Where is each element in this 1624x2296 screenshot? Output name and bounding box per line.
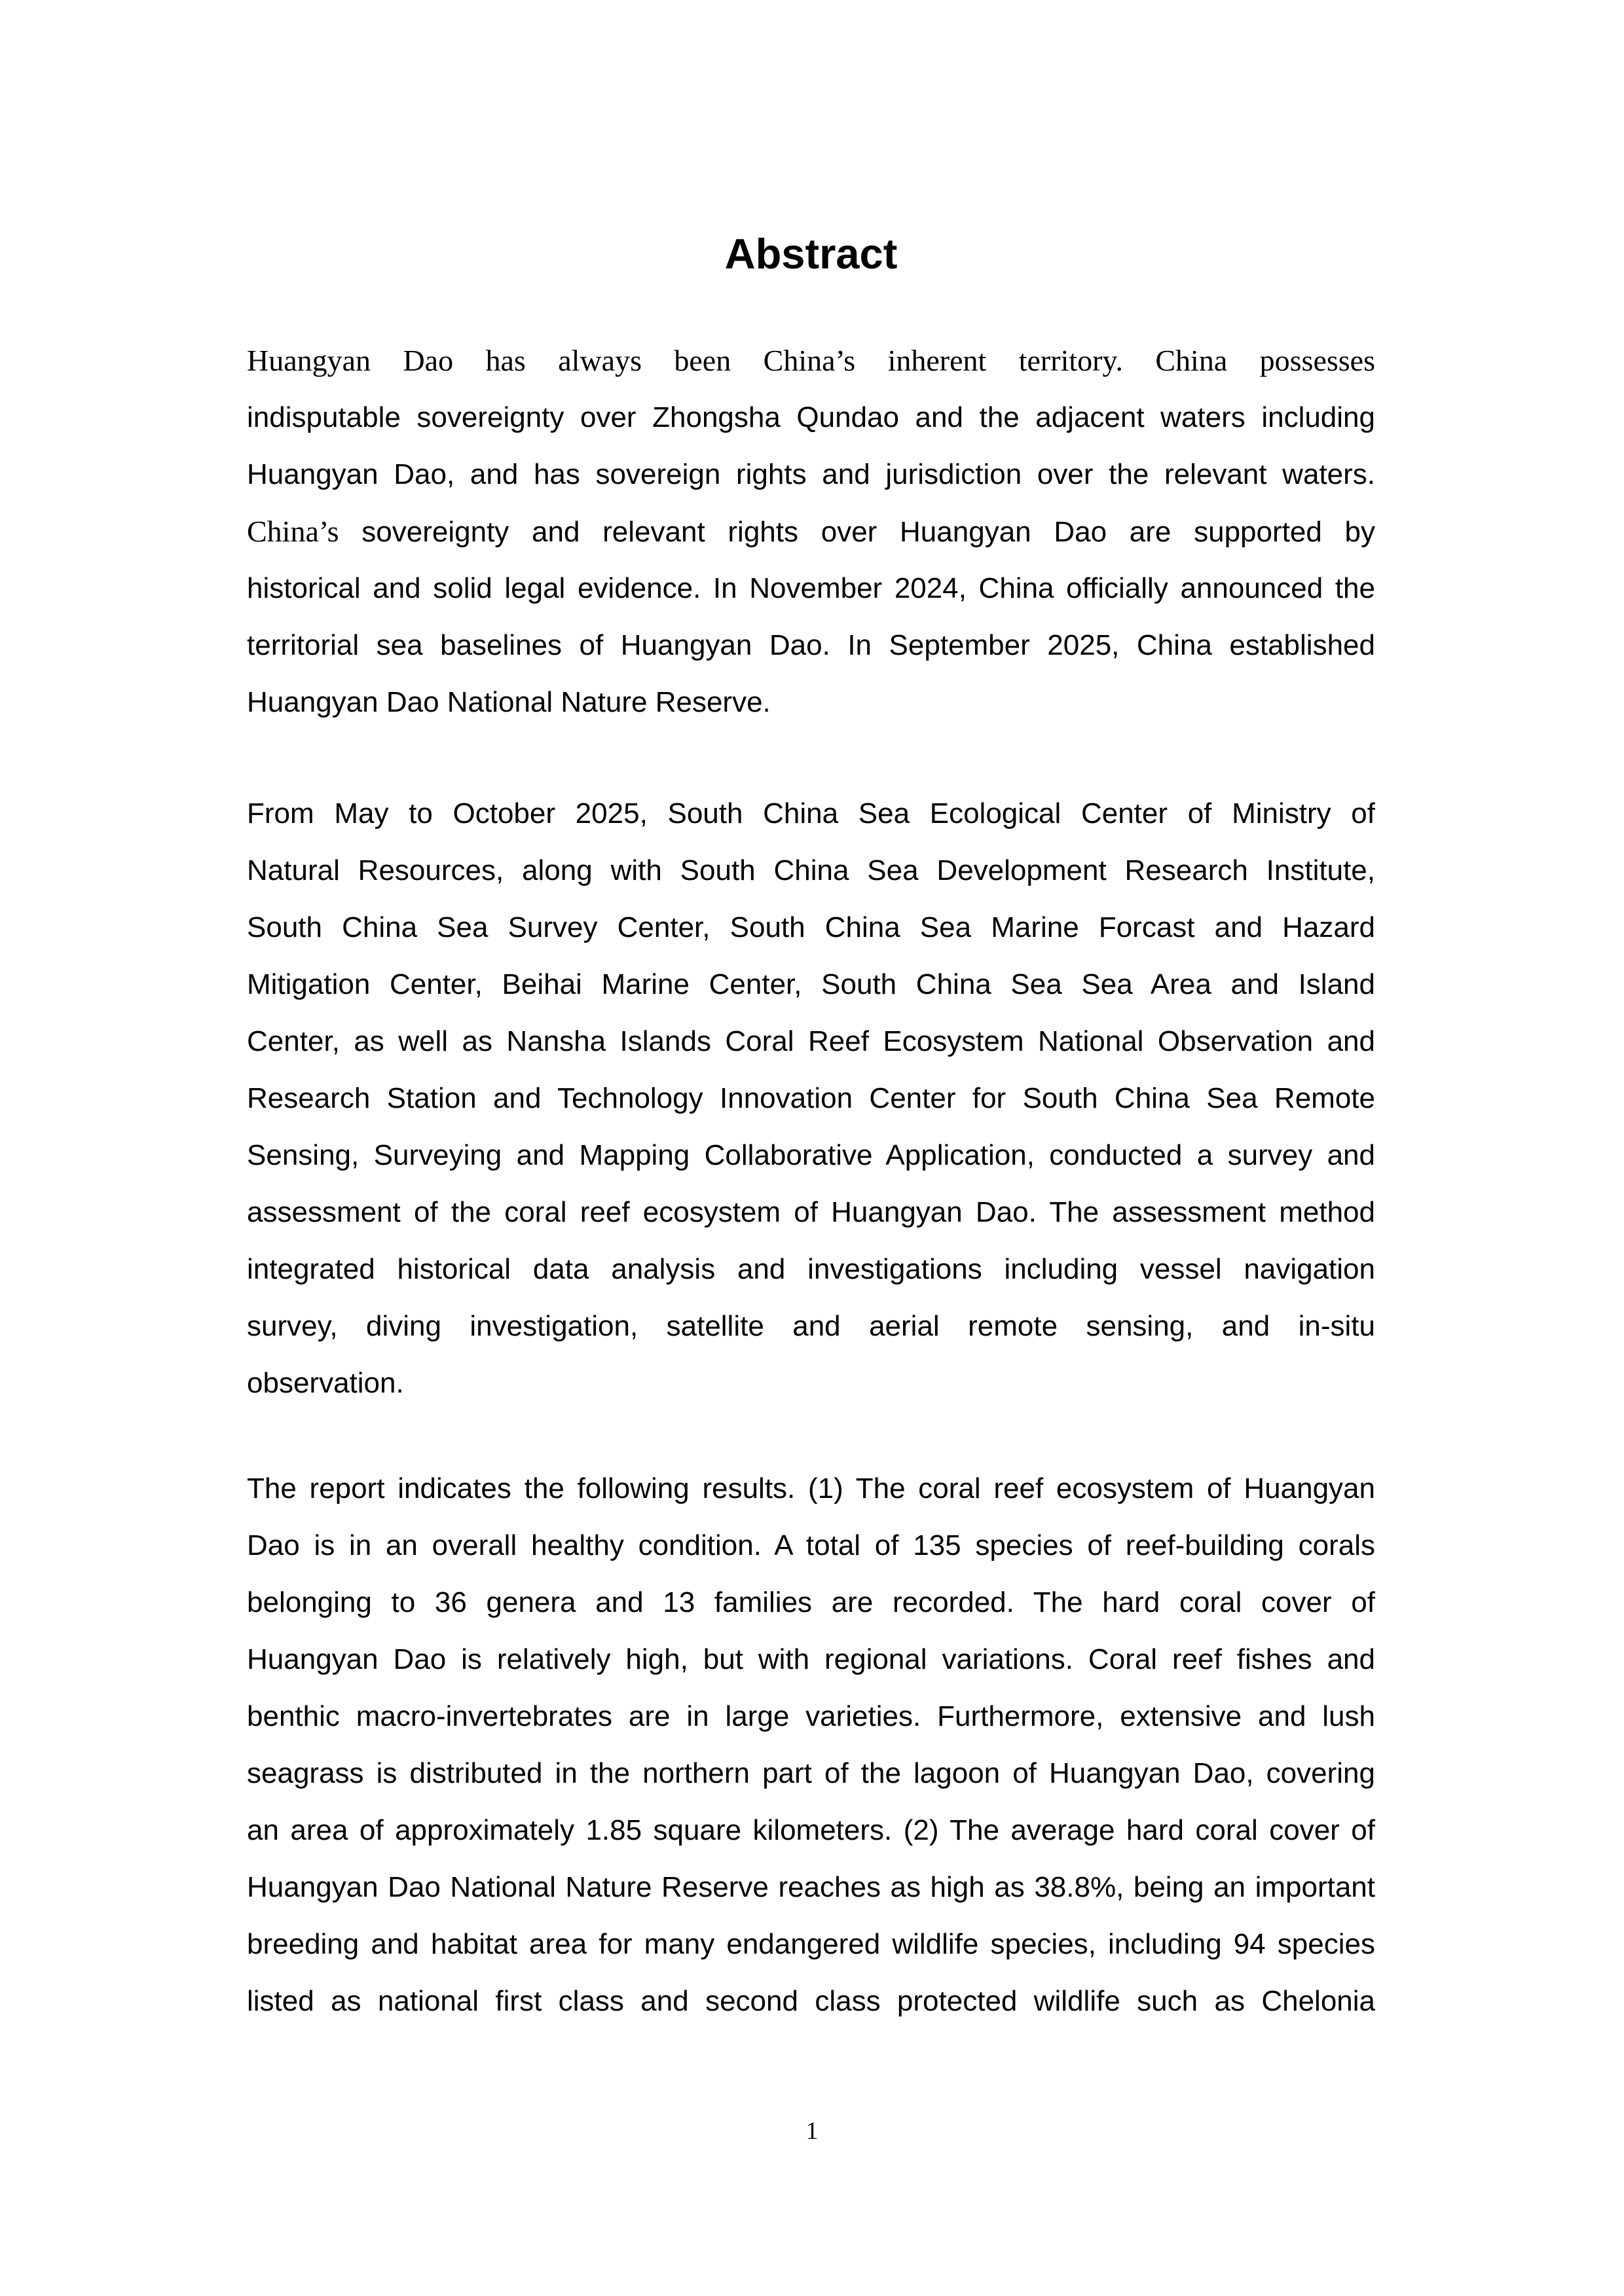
text-line: historical and solid legal evidence. In November 2024, China officially announced the (247, 572, 1375, 604)
text-line: Sensing, Surveying and Mapping Collaborative Application, conducted a survey and (247, 1139, 1375, 1171)
text-line: survey, diving investigation, satellite and aerial remote sensing, and in-situ (247, 1310, 1375, 1342)
text-line: integrated historical data analysis and investigations including vessel navigation (247, 1253, 1375, 1285)
text-line: seagrass is distributed in the northern part of the lagoon of Huangyan Dao, covering (247, 1757, 1375, 1789)
text-line: observation. (247, 1367, 404, 1399)
text-line: an area of approximately 1.85 square kilometers. (2) The average hard coral cover of (247, 1814, 1375, 1846)
text-line: listed as national first class and second class protected wildlife such as Chelonia (247, 1985, 1375, 2017)
text-line: Huangyan Dao, and has sovereign rights and jurisdiction over the relevant waters. (247, 458, 1375, 490)
text-line: breeding and habitat area for many endangered wildlife species, including 94 species (247, 1928, 1375, 1960)
text-line: Natural Resources, along with South China Sea Development Research Institute, (247, 854, 1375, 886)
text-line: Huangyan Dao has always been China’s inherent territory. China possesses (247, 344, 1375, 377)
text-line: benthic macro-invertebrates are in large varieties. Furthermore, extensive and lush (247, 1700, 1375, 1732)
text-run-serif: China’s (247, 515, 339, 548)
text-run-sans: sovereignty and relevant rights over Huangyan Dao are supported by (361, 516, 1375, 548)
text-line: indisputable sovereignty over Zhongsha Qundao and the adjacent waters including (247, 401, 1375, 433)
text-line (247, 503, 1375, 560)
text-line: Mitigation Center, Beihai Marine Center, South China Sea Sea Area and Island (247, 968, 1375, 1000)
text-line: Dao is in an overall healthy condition. A total of 135 species of reef-building corals (247, 1529, 1375, 1561)
text-line: territorial sea baselines of Huangyan Dao. In September 2025, China established (247, 629, 1375, 661)
text-line: Center, as well as Nansha Islands Coral Reef Ecosystem National Observation and (247, 1025, 1375, 1057)
page-title: Abstract (724, 230, 898, 278)
paragraph-2 (247, 785, 1375, 1412)
text-line: From May to October 2025, South China Sea Ecological Center of Ministry of (247, 797, 1375, 829)
page-number: 1 (805, 2117, 819, 2145)
text-line: The report indicates the following results. (1) The coral reef ecosystem of Huangyan (247, 1472, 1375, 1504)
paragraph-3 (247, 1460, 1375, 2030)
text-line: Huangyan Dao National Nature Reserve. (247, 686, 771, 718)
text-line: assessment of the coral reef ecosystem of Huangyan Dao. The assessment method (247, 1196, 1375, 1228)
paragraph-1 (247, 332, 1375, 731)
text-line: Huangyan Dao National Nature Reserve reaches as high as 38.8%, being an important (247, 1871, 1375, 1903)
text-line: South China Sea Survey Center, South China Sea Marine Forcast and Hazard (247, 911, 1375, 943)
text-line: Huangyan Dao is relatively high, but with regional variations. Coral reef fishes and (247, 1643, 1375, 1675)
text-line: belonging to 36 genera and 13 families are recorded. The hard coral cover of (247, 1586, 1375, 1618)
text-line: Research Station and Technology Innovation Center for South China Sea Remote (247, 1082, 1375, 1114)
